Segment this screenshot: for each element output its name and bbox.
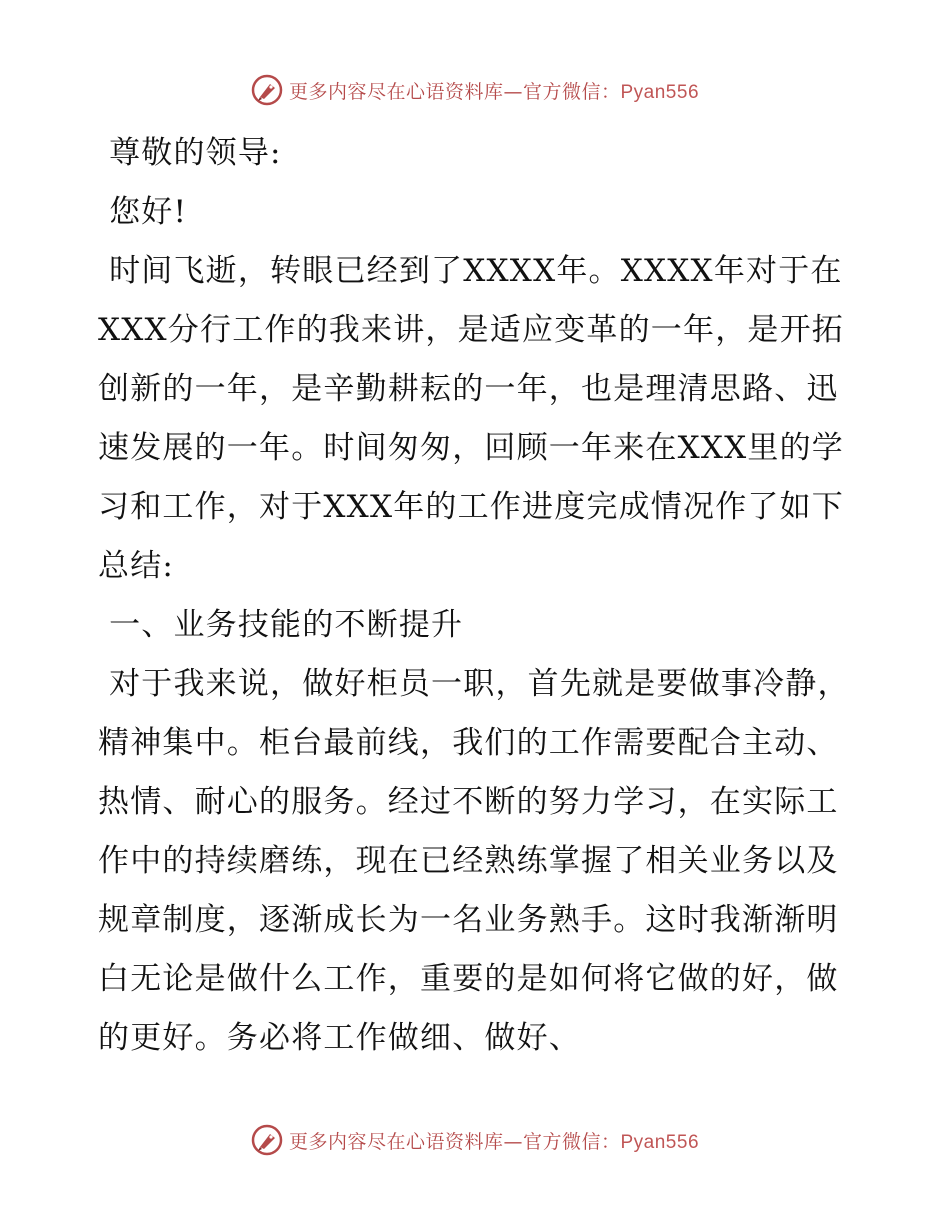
footer-watermark xyxy=(0,1120,950,1160)
paragraph-skills: 对于我来说，做好柜员一职，首先就是要做事冷静，精神集中。柜台最前线，我们的工作需要配合主动、热情、耐心的服务。经过不断的努力学习，在实际工作中的持续磨练，现在已经熟练掌握了相关业务以及规章制度，逐渐成长为一名业务熟手。这时我渐渐明白无论是做什么工作，重要的是如何将它做的好，做的更好。务必将工作做细、做好、 xyxy=(98,666,850,1056)
greeting: 尊敬的领导: xyxy=(98,135,282,171)
header-watermark xyxy=(0,70,950,110)
pen-nib-logo-icon xyxy=(251,1124,283,1156)
watermark-wechat-id: Pyan556 xyxy=(620,1131,700,1153)
watermark-text xyxy=(289,1127,699,1154)
watermark-text xyxy=(289,77,699,104)
watermark-wechat-id: Pyan556 xyxy=(620,81,700,103)
pen-nib-logo-icon xyxy=(251,74,283,106)
section-heading-1: 一、业务技能的不断提升 xyxy=(98,607,464,643)
watermark-label: 更多内容尽在心语资料库—官方微信： xyxy=(288,1130,621,1153)
paragraph-intro: 时间飞逝，转眼已经到了XXXX年。XXXX年对于在XXX分行工作的我来讲，是适应变革的一年，是开拓创新的一年，是辛勤耕耘的一年，也是理清思路、迅速发展的一年。时间匆匆，回顾一年来在XXX里的学习和工作，对于XXX年的工作进度完成情况作了如下总结: xyxy=(98,253,845,584)
watermark-label: 更多内容尽在心语资料库—官方微信： xyxy=(288,80,621,103)
salutation: 您好! xyxy=(98,194,188,230)
document-body xyxy=(98,124,850,1068)
